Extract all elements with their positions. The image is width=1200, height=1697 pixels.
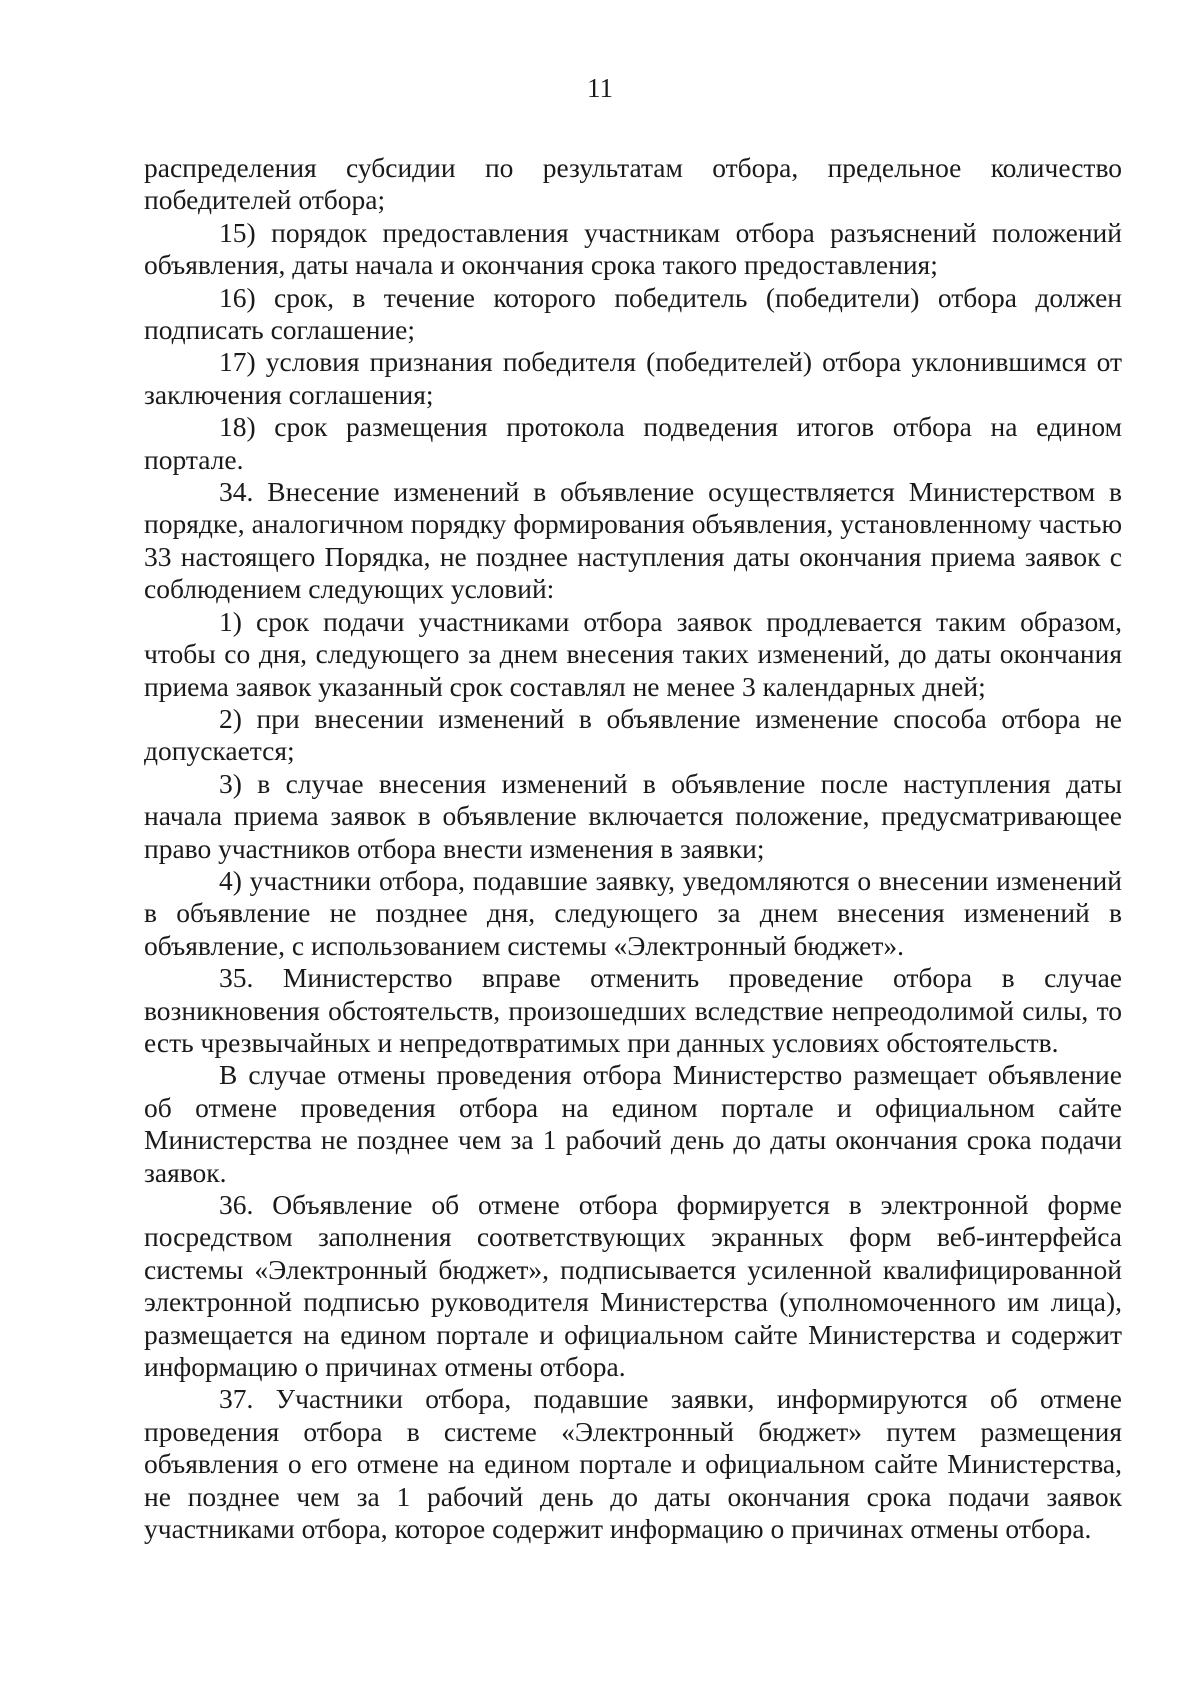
- page-number: 11: [587, 73, 613, 103]
- paragraph-section-36: 36. Объявление об отмене отбора формируется в электронной форме посредством заполнения соответствующих экранных форм веб-интерфейса системы «Электронный бюджет», подписывается усиленной квалифицированной электронной подписью руководителя Министерства (уполномоченного им лица), размещается на едином портале и официальном сайте Министерства и содержит информацию о причинах отмены отбора.: [144, 1189, 1122, 1383]
- paragraph-subitem-1: 1) срок подачи участниками отбора заявок продлевается таким образом, чтобы со дня, следующего за днем внесения таких изменений, до даты окончания приема заявок указанный срок составлял не менее 3 календарных дней;: [144, 605, 1122, 702]
- document-body: [144, 152, 1122, 1545]
- paragraph-item-16: 16) срок, в течение которого победитель (победители) отбора должен подписать соглашение;: [144, 281, 1122, 346]
- paragraph-item-15: 15) порядок предоставления участникам отбора разъяснений положений объявления, даты начала и окончания срока такого предоставления;: [144, 216, 1122, 281]
- paragraph-item-17: 17) условия признания победителя (победителей) отбора уклонившимся от заключения соглашения;: [144, 346, 1122, 410]
- paragraph-subitem-3: 3) в случае внесения изменений в объявление после наступления даты начала приема заявок в объявление включается положение, предусматривающее право участников отбора внести изменения в заявки;: [144, 767, 1122, 864]
- paragraph-subitem-2: 2) при внесении изменений в объявление изменение способа отбора не допускается;: [144, 702, 1122, 767]
- paragraph-section-35-cont: В случае отмены проведения отбора Министерство размещает объявление об отмене проведения отбора на едином портале и официальном сайте Министерства не позднее чем за 1 рабочий день до даты окончания срока подачи заявок.: [144, 1059, 1122, 1188]
- paragraph-section-37: 37. Участники отбора, подавшие заявки, информируются об отмене проведения отбора в системе «Электронный бюджет» путем размещения объявления о его отмене на едином портале и официальном сайте Министерства, не позднее чем за 1 рабочий день до даты окончания срока подачи заявок участниками отбора, которое содержит информацию о причинах отмены отбора.: [144, 1383, 1122, 1545]
- paragraph-continuation: распределения субсидии по результатам отбора, предельное количество победителей отбора;: [144, 152, 1122, 216]
- paragraph-section-34: 34. Внесение изменений в объявление осуществляется Министерством в порядке, аналогичном порядку формирования объявления, установленному частью 33 настоящего Порядка, не позднее наступления даты окончания приема заявок с соблюдением следующих условий:: [144, 476, 1122, 605]
- paragraph-section-35: 35. Министерство вправе отменить проведение отбора в случае возникновения обстоятельств, произошедших вследствие непреодолимой силы, то есть чрезвычайных и непредотвратимых при данных условиях обстоятельств.: [144, 962, 1122, 1058]
- paragraph-subitem-4: 4) участники отбора, подавшие заявку, уведомляются о внесении изменений в объявление не позднее дня, следующего за днем внесения изменений в объявление, с использованием системы «Электронный бюджет».: [144, 864, 1122, 961]
- paragraph-item-18: 18) срок размещения протокола подведения итогов отбора на едином портале.: [144, 411, 1122, 475]
